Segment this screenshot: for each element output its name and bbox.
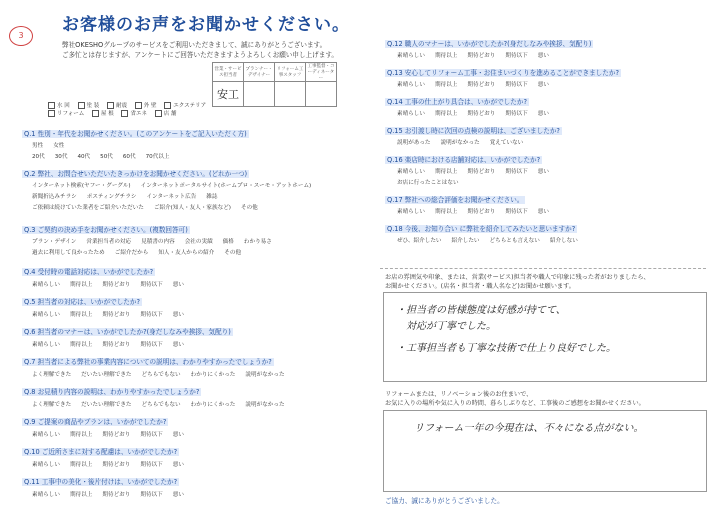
question-text: Q.14 工事の仕上がり具合は、いかがでしたか?: [387, 98, 527, 106]
question-q2: [22, 168, 372, 224]
answer-options: よく理解できた だいたい理解できた どちらでもない わかりにくかった 説明がなかった: [32, 402, 285, 408]
question-q9: [22, 416, 372, 446]
category-item: 水 回: [48, 102, 70, 110]
staff-header-construction: リフォーム工事スタッフ: [275, 63, 306, 82]
answer-options: 素晴らしい 期待以上 期待どおり 期待以下 悪い: [32, 492, 184, 498]
comment-2-text: リフォーム一年の今現在は、不々になる点がない。: [414, 423, 644, 434]
question-text: Q.3 ご契約の決め手をお聞かせください。(複数回答可): [24, 226, 188, 234]
answer-options: 男性 女性: [32, 143, 65, 149]
category-item: 省エネ: [121, 110, 147, 118]
question-text: Q.17 弊社への総合評価をお聞かせください。: [387, 196, 524, 204]
answer-options: 素晴らしい 期待以上 期待どおり 期待以下 悪い: [32, 432, 184, 438]
intro-line-2: ご多忙とは存じますが、アンケートにご回答いただきますようよろしくお願い申し上げます。: [62, 51, 339, 59]
section-divider: [380, 268, 706, 270]
comment-2-box: [383, 410, 707, 492]
question-text: Q.15 お引渡し時に次回の点検の説明は、ございましたか?: [387, 127, 560, 135]
answer-options: 素晴らしい 期待以上 期待どおり 期待以下 悪い: [397, 53, 549, 59]
question-q15: [385, 125, 715, 154]
answer-options: 素晴らしい 期待以上 期待どおり 期待以下 悪い: [397, 209, 549, 215]
question-text: Q.10 ご近所さまに対する配慮は、いかがでしたか?: [24, 448, 178, 456]
comment-1-label: お店の雰囲気や印象、または、営業(サービス)担当者や職人で印象に残った者がおりましたら、 お聞かせください。(店名・担当者・職人名など)お聞かせ願います。: [385, 274, 650, 290]
answer-options: 新聞折込みチラシ ポスティングチラシ インターネット広告 雑誌: [32, 194, 218, 200]
question-q18: [385, 223, 715, 252]
category-item: リフォーム: [48, 110, 84, 118]
question-q17: [385, 194, 715, 223]
question-text: Q.11 工事中の美化・後片付けは、いかがでしたか?: [24, 478, 178, 486]
staff-table: [212, 62, 337, 107]
question-q12: [385, 38, 715, 67]
question-q1: [22, 128, 372, 164]
answer-options: ぜひ、紹介したい 紹介したい どちらとも言えない 紹介しない: [397, 238, 578, 244]
question-text: Q.5 担当者の対応は、いかがでしたか?: [24, 298, 140, 306]
question-q14: [385, 96, 715, 125]
answer-options: 過去に利用して良かったため ご紹介だから 知人・友人からの紹介 その他: [32, 250, 242, 256]
question-text: Q.12 職人のマナーは、いかがでしたか?(身だしなみや挨拶、気配り): [387, 40, 592, 48]
staff-value-planner: [244, 82, 275, 107]
comment-1-line-3: ・工事担当者も丁寧な技術で仕上り良好でした。: [396, 343, 616, 354]
category-item: 店 舗: [155, 110, 177, 118]
red-stamp: 3: [9, 26, 33, 46]
question-q10: [22, 446, 372, 476]
right-questions: [385, 38, 715, 252]
question-text: Q.6 担当者のマナーは、いかがでしたか?(身だしなみや挨拶、気配り): [24, 328, 231, 336]
comment-1-line-2: 対応が丁寧でした。: [396, 321, 496, 332]
question-q16: [385, 154, 715, 194]
question-text: Q.4 受付時の電話対応は、いかがでしたか?: [24, 268, 154, 276]
category-item: 耐震: [107, 102, 127, 110]
question-text: Q.2 弊社、お問合せいただいたきっかけをお聞かせください。(どれか一つ): [24, 170, 248, 178]
staff-header-planner: プランナー・デザイナー: [244, 63, 275, 82]
intro-text: [62, 40, 338, 60]
answer-options: 20代 30代 40代 50代 60代 70代以上: [32, 154, 170, 160]
thanks-text: ご協力、誠にありがとうございました。: [385, 497, 504, 505]
answer-options: 素晴らしい 期待以上 期待どおり 期待以下 悪い: [32, 312, 184, 318]
answer-options: 素晴らしい 期待以上 期待どおり 期待以下 悪い: [397, 111, 549, 117]
comment-1-line-1: ・担当者の皆様態度は好感が持てて、: [396, 305, 566, 316]
page-title: お客様のお声をお聞かせください。: [62, 15, 350, 35]
question-q13: [385, 67, 715, 96]
category-item: 外 壁: [135, 102, 157, 110]
question-text: Q.18 今後、お知り合い に弊社を紹介してみたいと思いますか?: [387, 225, 576, 233]
question-text: Q.7 担当者による弊社の事業内容についての説明は、わかりやすかったでしょうか?: [24, 358, 272, 366]
question-text: Q.9 ご提案の商品やプランは、いかがでしたか?: [24, 418, 167, 426]
category-item: 塗 装: [78, 102, 100, 110]
comment-2-label: リフォームまたは、リノベーション後のお住まいで、 お気に入りの場所や気に入りの時間、暮らしぶりなど、工事後のご感想をお聞かせください。: [385, 391, 645, 407]
question-text: Q.8 お見積り内容の説明は、わかりやすかったでしょうか?: [24, 388, 200, 396]
answer-options: ご依頼は続けていた業者をご紹介いただいた ご紹介(知人・友人・家族など) その他: [32, 205, 258, 211]
category-item: エクステリア: [164, 102, 206, 110]
left-questions: [22, 128, 372, 504]
answer-options: 素晴らしい 期待以上 期待どおり 期待以下 悪い: [397, 82, 549, 88]
question-q3: [22, 224, 372, 266]
comment-1-box: [383, 292, 707, 382]
answer-options: 素晴らしい 期待以上 期待どおり 期待以下 悪い: [397, 169, 549, 175]
question-q4: [22, 266, 372, 296]
staff-header-sales: 営業・サービス担当者: [213, 63, 244, 82]
category-checklist: [48, 102, 212, 118]
intro-line-1: 弊社OKESHOグループのサービスをご利用いただきまして、誠にありがとうございます。: [62, 41, 327, 49]
answer-options: お店に行ったことはない: [397, 180, 459, 186]
answer-options: プラン・デザイン 営業担当者の対応 見積書の内容 会社の実績 価格 わかり易さ: [32, 239, 272, 245]
question-q11: [22, 476, 372, 504]
staff-value-construction: [275, 82, 306, 107]
question-text: Q.13 安心してリフォーム工事・お住まいづくりを進めることができましたか?: [387, 69, 619, 77]
staff-value-sales: 安工: [213, 82, 244, 107]
answer-options: 素晴らしい 期待以上 期待どおり 期待以下 悪い: [32, 462, 184, 468]
answer-options: 素晴らしい 期待以上 期待どおり 期待以下 悪い: [32, 282, 184, 288]
question-q5: [22, 296, 372, 326]
question-q6: [22, 326, 372, 356]
question-text: Q.16 楽店時における店舗対応は、いかがでしたか?: [387, 156, 541, 164]
question-text: Q.1 性別・年代をお聞かせください。(このアンケートをご記入いただく方): [24, 130, 247, 138]
answer-options: 説明があった 説明がなかった 覚えていない: [397, 140, 524, 146]
question-q8: [22, 386, 372, 416]
answer-options: 素晴らしい 期待以上 期待どおり 期待以下 悪い: [32, 342, 184, 348]
answer-options: よく理解できた だいたい理解できた どちらでもない わかりにくかった 説明がなかった: [32, 372, 285, 378]
question-q7: [22, 356, 372, 386]
answer-options: インターネット検索(ヤフー・グーグル) インターネットポータルサイト(ホームプロ・スーモ・アットホーム): [32, 183, 312, 189]
staff-header-coordinator: 工事監督・コーディネーター: [307, 64, 335, 81]
category-item: 屋 根: [92, 110, 114, 118]
staff-value-coordinator: [306, 82, 337, 107]
